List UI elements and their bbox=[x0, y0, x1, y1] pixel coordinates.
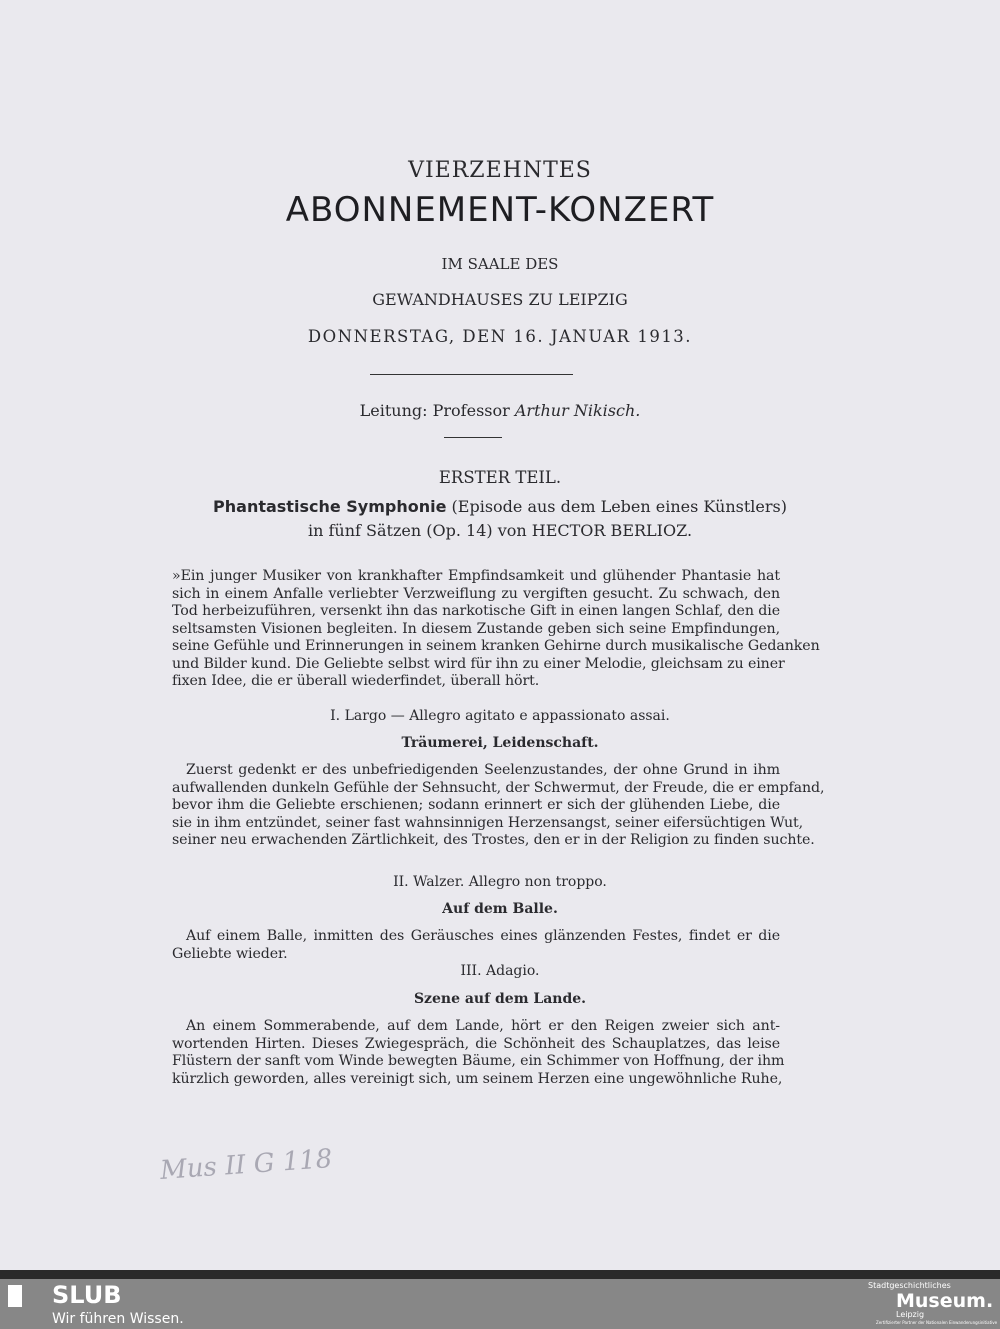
text-line: Flüstern der sanft vom Winde bewegten Bäume, ein Schimmer von Hoffnung, der ihm bbox=[172, 1053, 785, 1070]
text-line: wortenden Hirten. Dieses Zwiegespräch, die Schönheit des Schauplatzes, das leise bbox=[172, 1035, 780, 1052]
divider bbox=[370, 374, 573, 375]
movement-1-title: Träumerei, Leidenschaft. bbox=[401, 735, 599, 751]
conductor-line bbox=[0, 401, 1000, 420]
movement-2-title: Auf dem Balle. bbox=[442, 901, 558, 917]
museum-city: Leipzig bbox=[896, 1310, 925, 1319]
shelfmark-handwritten: Mus II G 118 bbox=[159, 1144, 334, 1186]
work-details: in fünf Sätzen (Op. 14) von HECTOR BERLIOZ. bbox=[307, 521, 693, 540]
concert-title: ABONNEMENT-KONZERT bbox=[285, 190, 715, 230]
venue-line1: IM SAALE DES bbox=[441, 255, 559, 273]
text-line: seltsamsten Visionen begleiten. In diesem Zustande geben sich seine Empfindungen, bbox=[172, 620, 780, 637]
museum-certification: Zertifizierter Partner der Nationalen Einwanderungsinitiative bbox=[876, 1320, 998, 1325]
venue-line2: GEWANDHAUSES ZU LEIPZIG bbox=[372, 290, 628, 309]
text-line: »Ein junger Musiker von krankhafter Empfindsamkeit und glühender Phantasie hat bbox=[172, 568, 780, 584]
slub-slogan: Wir führen Wissen. bbox=[52, 1311, 184, 1327]
conductor-name: Arthur Nikisch. bbox=[514, 401, 641, 420]
movement-3-tempo: III. Adagio. bbox=[460, 963, 540, 979]
text-line: Auf einem Balle, inmitten des Geräusches eines glänzenden Festes, findet er die bbox=[186, 928, 780, 944]
text-line: seiner neu erwachenden Zärtlichkeit, des Trostes, den er in der Religion zu finden suchte. bbox=[172, 832, 815, 849]
text-line: Tod herbeizuführen, versenkt ihn das narkotische Gift in einen langen Schlaf, den die bbox=[172, 603, 780, 619]
part-heading: ERSTER TEIL. bbox=[438, 468, 562, 487]
text-line: sich in einem Anfalle verliebter Verzweiflung zu vergiften gesucht. Zu schwach, den bbox=[172, 585, 780, 602]
museum-logo[interactable]: Museum. bbox=[896, 1290, 994, 1312]
text-line: aufwallenden dunkeln Gefühle der Sehnsucht, der Schwermut, der Freude, die er empfand, bbox=[172, 779, 825, 796]
movement-2-tempo: II. Walzer. Allegro non troppo. bbox=[393, 874, 607, 890]
slub-logo[interactable]: SLUB bbox=[52, 1281, 122, 1309]
text-line: kürzlich geworden, alles vereinigt sich, um seinem Herzen eine ungewöhnliche Ruhe, bbox=[172, 1070, 783, 1087]
movement-1-tempo: I. Largo — Allegro agitato e appassionato assai. bbox=[330, 708, 670, 724]
text-line: Geliebte wieder. bbox=[172, 945, 288, 962]
text-line: und Bilder kund. Die Geliebte selbst wird für ihn zu einer Melodie, gleichsam zu einer bbox=[172, 655, 785, 672]
text-line: seine Gefühle und Erinnerungen in seinem kranken Gehirne durch musikalische Gedanken bbox=[172, 638, 820, 654]
text-line: An einem Sommerabende, auf dem Lande, hört er den Reigen zweier sich ant- bbox=[186, 1018, 780, 1034]
text-line: fixen Idee, die er überall wiederfindet, überall hört. bbox=[172, 673, 540, 689]
work-name: Phantastische Symphonie bbox=[213, 497, 447, 516]
slub-book-icon bbox=[8, 1285, 22, 1307]
footer-bar bbox=[0, 1279, 1000, 1329]
concert-date: DONNERSTAG, DEN 16. JANUAR 1913. bbox=[307, 327, 693, 346]
movement-3-title: Szene auf dem Lande. bbox=[413, 991, 587, 1007]
text-line: Zuerst gedenkt er des unbefriedigenden Seelenzustandes, der ohne Grund in ihm bbox=[186, 762, 780, 778]
museum-label-small: Stadtgeschichtliches bbox=[868, 1281, 951, 1290]
leitung-label: Leitung: Professor bbox=[359, 401, 510, 420]
work-title bbox=[0, 497, 1000, 516]
title-ordinal: VIERZEHNTES bbox=[408, 158, 592, 183]
text-line: sie in ihm entzündet, seiner fast wahnsinnigen Herzensangst, seiner eifersüchtigen Wut, bbox=[172, 814, 804, 831]
footer-strip bbox=[0, 1270, 1000, 1279]
divider bbox=[444, 437, 502, 438]
work-subtitle: (Episode aus dem Leben eines Künstlers) bbox=[446, 497, 787, 516]
text-line: bevor ihm die Geliebte erschienen; sodann erinnert er sich der glühenden Liebe, die bbox=[172, 797, 780, 814]
